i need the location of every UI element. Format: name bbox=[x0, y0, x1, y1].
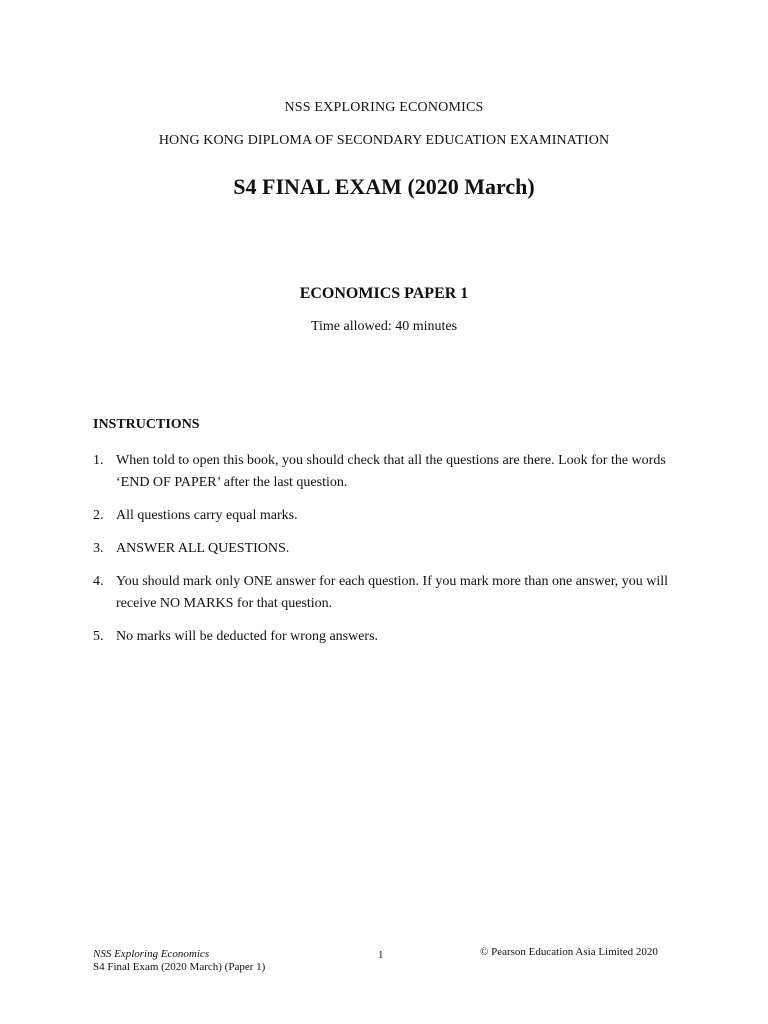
instruction-item bbox=[93, 505, 683, 527]
footer-paper-ref: S4 Final Exam (2020 March) (Paper 1) bbox=[93, 961, 266, 973]
series-title: NSS EXPLORING ECONOMICS bbox=[284, 100, 484, 115]
page-number: 1 bbox=[378, 949, 384, 961]
instruction-item bbox=[93, 538, 683, 560]
footer-copyright: © Pearson Education Asia Limited 2020 bbox=[480, 946, 658, 958]
instruction-item bbox=[93, 571, 683, 615]
paper-name: ECONOMICS PAPER 1 bbox=[299, 285, 469, 302]
instruction-text: ANSWER ALL QUESTIONS. bbox=[116, 541, 290, 556]
instructions-list bbox=[93, 450, 683, 659]
footer-series: NSS Exploring Economics bbox=[93, 948, 210, 960]
instruction-number: 3. bbox=[93, 541, 104, 556]
instruction-text: When told to open this book, you should check that all the questions are there. Look for the words ‘END OF PAPER’ after the last question. bbox=[116, 453, 666, 490]
page-title: S4 FINAL EXAM (2020 March) bbox=[233, 174, 535, 199]
footer-left bbox=[93, 948, 265, 974]
instruction-text: No marks will be deducted for wrong answers. bbox=[116, 629, 379, 644]
exam-name: HONG KONG DIPLOMA OF SECONDARY EDUCATION EXAMINATION bbox=[158, 133, 610, 148]
time-allowed: Time allowed: 40 minutes bbox=[310, 319, 458, 334]
instructions-heading: INSTRUCTIONS bbox=[93, 417, 200, 432]
instruction-number: 5. bbox=[93, 629, 104, 644]
instruction-number: 2. bbox=[93, 508, 104, 523]
instruction-item bbox=[93, 450, 683, 494]
instruction-text: You should mark only ONE answer for each question. If you mark more than one answer, you will receive NO MARKS for that question. bbox=[116, 574, 669, 611]
instruction-item bbox=[93, 626, 683, 648]
instruction-number: 1. bbox=[93, 453, 104, 468]
instruction-number: 4. bbox=[93, 574, 104, 589]
instruction-text: All questions carry equal marks. bbox=[116, 508, 298, 523]
